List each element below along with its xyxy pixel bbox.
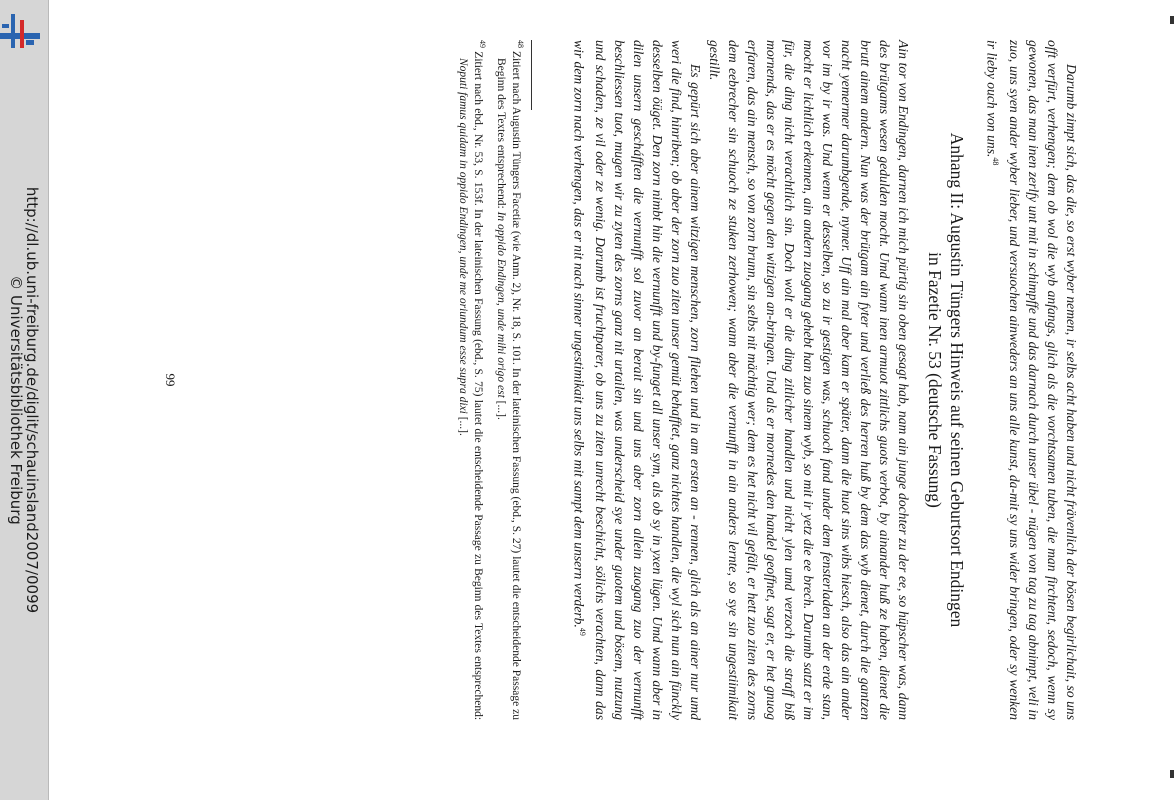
source-url[interactable]: http://dl.ub.uni-freiburg.de/diglit/schauinsland2007/0099 [23, 186, 41, 614]
copyright-notice: © Universitätsbibliothek Freiburg [7, 275, 25, 525]
footnote-48 [493, 40, 528, 720]
body-paragraph-2-text: Es gepürt sich aber ainem witzigen menschen, zorn fliehen und in am ersten an - rennen, glich als an ainer nur umd weri die find, hinriben; ob aber der zorn zuo ziten unser gemüt behafftet, ganz nichtes handlen, die wyl sich nun ain fünckly desselben öüget. Den zorn nimbt hin die vernunfft und by-funget all unser sym, als ob sy in yxen lügen. Umd wann aber in dilen unsern gescháfften die vernunfft sol zuvor an berait sin und uns aber zorn allein zuogang zuo der vernunfft beschliessen tuot, mugen wir zu zyten des zorns ganz nit urtailen, was underscheid sye under guotem und bösem, nutzung und schaden, ze vil oder ze wenig. Darumb ist fruchtparer, ob uns zu ziten unrecht beschicht, sölichs verachten, dann das wir dem zorn nach verhengen, das er nit nach sinner ungestimikait uns selbs mit sampt dem unsern verderb. [571, 40, 703, 720]
footnote-49 [455, 40, 490, 720]
heading-line-1: Anhang II: Augustin Tüngers Hinweis auf seinen Geburtsort Endingen [946, 132, 967, 628]
footnote-ref-48: 48 [991, 157, 1001, 166]
footnote-48-text: Zitiert nach Augustin Tüngers Facetiæ (wie Anm. 2), Nr. 18, S. 101. In der lateinischen Fassung (ebd., S. 27) lautet die entscheidende Passage zu Beginn des Textes entsprechend: [495, 50, 523, 720]
viewer-sidebar [0, 0, 49, 800]
edge-mark-top [1170, 16, 1174, 24]
footnote-48-quote: In oppido Endingen, unde mihi origo est [495, 211, 508, 398]
scanned-page-viewport [120, 40, 1080, 721]
page-number: 99 [162, 373, 178, 387]
scanned-page [140, 40, 1080, 720]
footnote-49-end: [...]. [457, 413, 470, 436]
footnote-48-number: 48 [516, 40, 526, 48]
footnote-ref-49: 49 [577, 627, 587, 636]
body-paragraph-1: Ain tor von Endingen, darnen ich mich pürtig sin oben gesagt hab, nam ain junge dochter zu der ee, so hüpscher was, dann des brütgams wesen gedulden mocht. Umd wann inen armuot zittlichs guots verbot, by ainander huß ze haben, dienet die brutt ainem andern. Nun was der brütgam ain fyter und verließ des herren huß by dem das wyb dienet, durch die gantzen nacht yemermer darumbgende, nymer. Uff ain mal aber kam er später, dann die huot sins wibs hiesch, also das ain ander vor im by ir was. Und wenn er desselben, so zu ir gestigen was, schuoch fand under dem fensterladen an der erde stan, mocht er lichtlich erkennen, ain andern zuogang gehebt han zuo sinem wyb, so mit ir yetz die ee brech. Darumb satzt er im für, die ding nicht verachtlich sin. Doch wolt er die ding zitlicher handlen und nicht ylen umd verzoch die straff biß mornends, das er es möcht gegen den witzigen an-bringen. Und als er mornedes den handel geoffnet, sagt er, er het gnuog erfaren, das ain mensch, so von zorn brunn, sin selbs nit mächtig wer; dem es het nicht vil gefält, er hett zuo ziten des zorns dem eebrecher sin schuoch ze stuken zerhowen; wann aber die vernunfft in ain anders lernte, so sye sin ungestiimikait gestillt. [706, 40, 911, 720]
page-edge [1168, 0, 1176, 800]
section-heading [924, 40, 968, 720]
body-paragraph-2 [568, 40, 704, 720]
edge-mark-bottom [1170, 770, 1174, 778]
intro-text: Darumb zimpt sich, das die, so erst wyber nemen, ir selbs acht haben und nicht frävenlich der bösen begirlichait, so uns offt verfürt, verhengen; dem ob wol die wyb anfangs, glich als die vorchtsamen tuben, die man firchtent, sedoch, wenn sy gewonen, das man inen zerlfy unt mit in schimpffe und das darnach durch unser übel - nügen von tag zu tag abnimpt, veli in zuo, uns syen ander wyber lieber, und versuochen ainweders an uns alle kunst, da-mit sy uns wider bringen, oder sy wenken ir lieby ouch von uns. [984, 40, 1079, 720]
footnote-48-end: [...]. [495, 397, 508, 420]
ub-freiburg-logo-icon [0, 0, 48, 50]
footnote-49-quote: Noputi famus quidam in oppido Endingen, unde me oriundum esse supra dixi [457, 58, 470, 414]
intro-paragraph [982, 40, 1080, 720]
footnote-49-text: Zitiert nach ebd., Nr. 53, S. 153f. In der lateinischen Fassung (ebd., S. 75) lautet die entscheidende Passage zu Beginn des Textes entsprechend: [472, 51, 485, 721]
footnote-49-number: 49 [478, 40, 488, 48]
heading-line-2: in Fazetie Nr. 53 (deutsche Fassung) [924, 252, 945, 508]
footnote-divider [531, 40, 532, 110]
